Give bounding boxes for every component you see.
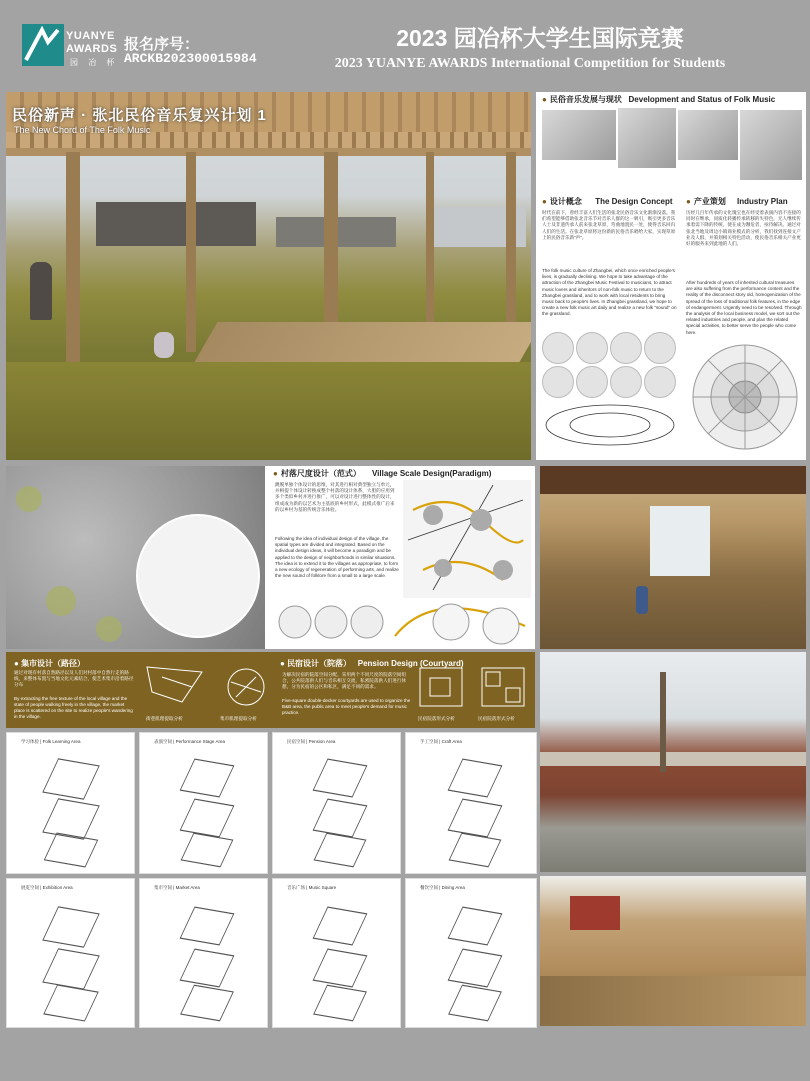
hero-rendering bbox=[6, 92, 531, 460]
axon-sheet bbox=[272, 732, 401, 874]
concept-diagram bbox=[542, 366, 574, 398]
section-title-en: Development and Status of Folk Music bbox=[628, 95, 776, 104]
info-panel bbox=[536, 92, 806, 460]
axon-sheet bbox=[405, 878, 537, 1028]
section-folk-status: ● 民俗音乐发展与现状 Development and Status of Folk Music bbox=[542, 95, 776, 104]
hero-title-en: The New Chord of The Folk Music bbox=[14, 125, 151, 135]
corridor-rendering bbox=[540, 466, 806, 649]
village-paradigm-diagram bbox=[275, 596, 531, 648]
concept-diagram bbox=[610, 332, 642, 364]
page-title-en: 2023 YUANYE AWARDS International Competition for Students bbox=[334, 56, 726, 71]
sheet-label: 集市空间 | Market Area bbox=[154, 885, 200, 890]
axon-sheet bbox=[139, 878, 268, 1028]
market-caption-2: 集市肌理提取分析 bbox=[220, 716, 257, 721]
sheet-label: 表演空间 | Performance Stage Area bbox=[154, 739, 225, 744]
market-text-en: By extracting the free texture of the local village and the state of people walking freely in the village, the market place is scattered on the site to realize people's wandering in the village. bbox=[14, 696, 133, 719]
concept-diagram bbox=[644, 332, 676, 364]
registration-number: ARCKB202300015984 bbox=[124, 51, 257, 66]
market-section-title: ● 集市设计（路径） bbox=[14, 659, 86, 668]
logo-text-cn: 园 冶 杯 bbox=[70, 58, 119, 67]
sheet-label: 民宿空间 | Pension Area bbox=[287, 739, 336, 744]
village-scale-text-cn: 跳脱单独个体设计的思维，对其进行相对典型独立与单元，并相提个体设计转换成整个村落的设计体系，大胆的应用到多个类似乡村并进行推广，可以对设计进行整体性的设计，组成成为新的以艺术为主基底的乡村形式，此模式推广后来的以乡村为基的传统音乐体验。 bbox=[275, 482, 395, 512]
village-scale-panel: ● 村落尺度设计（范式） Village Scale Design(Paradigm) 跳脱单独个体设计的思维，对其进行相对典型独立与单元，并相提个体设计转换成整个村落的设计体系，大胆的应用到多个类似乡村并进行推广，可以对设计进行整体性的设计，组成成为新的以艺术为主基底的乡村形式，此模式推广后来的以乡村为基的传统音乐体验。 Following the idea of individual design of the village, the spatial types are divided and integrated. Based on the individual design ideas, it will become a paradigm and be applied to the design of neighborhoods in similar situations. The idea is to extend it to the villages as appropriate, to form a new ecology of regeneration of performing arts, and realize the new sound of folklore from a small to a large scale. bbox=[265, 466, 535, 649]
registration-label: 报名序号： bbox=[124, 36, 200, 53]
section-title-cn: 村落尺度设计（范式） bbox=[280, 469, 361, 478]
pension-caption-1: 民宿院落形式分析 bbox=[418, 716, 455, 721]
axon-sheet bbox=[6, 878, 135, 1028]
industry-plan-text-cn: 历经几百年传承的文化瑰宝也在经受着表演内容不连接的同时在继承，同质化转播传承转移的失特色，无人继续传承着需下降的传统，使在成为濒危者，亟待解决。通过对张北当地及周边小镇商业模式的分析，我们找到连接文产业及人群，并策划相关特色活动，使民俗音乐相关产业更好的服务来到此地的人们。 bbox=[686, 210, 801, 247]
sheet-label: 展览空间 | Exhibition Area bbox=[21, 885, 73, 890]
concept-diagram bbox=[610, 366, 642, 398]
market-texture-diagram bbox=[216, 662, 276, 712]
concept-diagram bbox=[542, 332, 574, 364]
concept-diagram bbox=[576, 332, 608, 364]
pension-text-en: Five-square double-decker courtyards are used to organize the B&B area, the public area to meet people's demand for music practice. bbox=[282, 698, 411, 715]
sheet-label: 学习体验 | Folk Learning Area bbox=[21, 739, 81, 744]
folk-photo-1 bbox=[542, 110, 616, 160]
folk-photo-2 bbox=[618, 108, 676, 168]
design-concept-text-en: The folk music culture of Zhangbei, which once enriched people's lives, is gradually declining. We hope to take advantage of the attraction of the Zhangbei Music Festival to musicians, to attract music lovers and inheritors of non-folk music to return to the Zhangbei grassland, and to work with local residents to bring music back to people's lives. In Zhangbei grassland, we hope to create a new folk music art daily and realize a new folk "sound" on the grassland. bbox=[542, 268, 677, 317]
axon-sheet bbox=[139, 732, 268, 874]
village-scale-text-en: Following the idea of individual design of the village, the spatial types are divided and integrated. Based on the individual design ideas, it will become a paradigm and be applied to the design of neighborhoods in similar situations. The idea is to extend it to the villages as appropriate, to form a new ecology of regeneration of performing arts, and realize the new sound of folklore from a small to a large scale. bbox=[275, 536, 399, 579]
axon-sheet bbox=[405, 732, 537, 874]
village-network-diagram bbox=[403, 480, 531, 598]
hero-title-cn: 民俗新声 · 张北民俗音乐复兴计划 1 bbox=[12, 107, 267, 124]
axon-sheet bbox=[6, 732, 135, 874]
section-title-cn: 民俗音乐发展与现状 bbox=[549, 95, 622, 104]
pension-caption-2: 民宿院落形式分析 bbox=[478, 716, 515, 721]
walkway-rendering bbox=[540, 876, 806, 1026]
axon-sheet bbox=[272, 878, 401, 1028]
sheet-label: 手工空间 | Craft Area bbox=[420, 739, 462, 744]
pension-section-title: ● 民宿设计（院落） Pension Design (Courtyard) bbox=[280, 659, 464, 668]
logo-text-awards: AWARDS bbox=[66, 43, 118, 55]
concept-diagram bbox=[576, 366, 608, 398]
section-industry-plan: ● 产业策划 Industry Plan bbox=[686, 197, 788, 206]
market-pension-bar bbox=[6, 652, 535, 728]
logo-text-yuanye: YUANYE bbox=[66, 30, 115, 42]
village-aerial-map bbox=[6, 466, 265, 649]
page-title-cn: 2023 园冶杯大学生国际竞赛 bbox=[396, 25, 684, 51]
market-text-cn: 通过对现有村落自然路径以及人们对村落中自然行走的路线，来整体布置与当地文化元素结合，使艺术集市沿着路径分布 bbox=[14, 670, 134, 687]
design-concept-text-cn: 时代在前下，曾经丰富人们生活的张北民俗音乐文化渐渐没落。我们希望能够借助张北音乐节对音乐人群的这一吸引，吸引更多音乐人士及非遗传承人前来张北草原，弯曲地置民一处，使得音乐回归人们的生活。在张北草原将这份新的民俗音乐唱给大家，实现草原上的民俗音乐新“声”。 bbox=[542, 210, 676, 240]
section-title-en: Village Scale Design(Paradigm) bbox=[371, 469, 492, 478]
village-zoom-circle bbox=[136, 514, 260, 638]
pension-courtyard-diagram-2 bbox=[478, 664, 528, 710]
folk-photo-3 bbox=[678, 110, 738, 160]
yuanye-logo-icon bbox=[22, 24, 64, 66]
pension-courtyard-diagram-1 bbox=[416, 664, 466, 710]
sheet-label: 餐饮空间 | Dining Area bbox=[420, 885, 465, 890]
industry-radial-diagram bbox=[686, 338, 804, 456]
street-texture-diagram bbox=[142, 662, 212, 712]
courtyard-rendering bbox=[540, 652, 806, 872]
pension-text-cn: 为解决民宿的院落空间分配，采用两个不同尺度的院落空间组合，公共院落供人们与音乐相互交流，私密院落供人们进行休憩，分为民宿的公区和私区，满足不同的需求。 bbox=[282, 672, 407, 689]
concept-flow-diagram bbox=[542, 400, 678, 450]
section-design-concept: ● 设计概念 The Design Concept bbox=[542, 197, 673, 206]
market-caption-1: 街巷肌理提取分析 bbox=[146, 716, 183, 721]
sheet-label: 音乐广场 | Music Square bbox=[287, 885, 337, 890]
concept-diagram bbox=[644, 366, 676, 398]
industry-plan-text-en: After hundreds of years of inherited cultural treasures are also suffering from the performance content and the reality of the disconnect story old, homogenization of the spread of the loss of traditional folk features, in the edge of endangerment. Urgently need to be resolved. Through the analysis of the local business model, we sort out the related industries and people, and plan the related special activities, to better serve the people who come here. bbox=[686, 280, 802, 335]
folk-photo-4 bbox=[740, 110, 802, 180]
footer-bar bbox=[0, 1032, 810, 1081]
